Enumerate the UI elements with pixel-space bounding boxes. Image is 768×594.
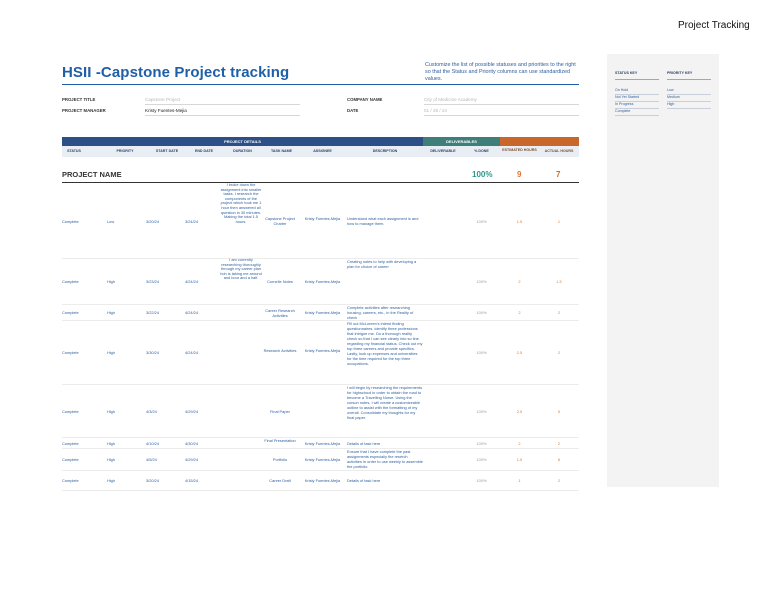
project-title-label: PROJECT TITLE [62, 97, 96, 102]
end-date-cell[interactable]: 4/24/24 [185, 350, 198, 355]
actual-hours-cell[interactable]: 2 [557, 350, 561, 355]
project-manager-value[interactable]: Kristy Fuentes-Mejia [145, 108, 187, 113]
estimated-hours-cell[interactable]: 2 [518, 279, 521, 284]
status-key-rule [615, 79, 659, 80]
row-divider [62, 320, 579, 321]
assignee-cell[interactable]: Kristy Fuentes-Mejia [304, 478, 341, 483]
column-header: DELIVERABLE [430, 149, 456, 153]
assignee-cell[interactable]: Kristy Fuentes-Mejia [304, 457, 341, 462]
side-panel [607, 54, 719, 487]
actual-hours-cell[interactable]: 8 [557, 457, 561, 462]
status-cell[interactable]: Complete [62, 218, 79, 224]
task-name-cell[interactable]: Career Draft [269, 478, 291, 483]
column-header-row [62, 146, 579, 157]
status-cell[interactable]: Complete [62, 408, 79, 414]
actual-hours-cell[interactable]: 2 [557, 478, 561, 483]
status-cell[interactable]: Complete [62, 310, 79, 315]
estimated-hours-cell[interactable]: 1.5 [516, 457, 523, 462]
column-header: ESTIMATED HOURS [502, 148, 537, 152]
percent-done-cell[interactable]: 100% [476, 478, 487, 483]
task-name-cell[interactable]: Research Activities [263, 347, 297, 353]
description-cell[interactable]: Complete activities after researching housing, careers, etc., in the Reality of check [347, 305, 414, 320]
sheet-title: HSII -Capstone Project tracking [62, 64, 290, 81]
column-header: TASK NAME [270, 149, 293, 153]
column-header: % DONE [474, 149, 489, 153]
company-name-underline [424, 104, 579, 105]
actual-hours-cell[interactable]: 1 [557, 218, 561, 224]
project-details-band: PROJECT DETAILS [62, 137, 423, 146]
task-name-cell[interactable]: Portfolio [272, 457, 288, 462]
assignee-cell[interactable]: Kristy Fuentes-Mejia [304, 310, 341, 315]
actual-hours-cell[interactable]: 2 [557, 440, 561, 446]
end-date-cell[interactable]: 4/30/24 [185, 440, 198, 446]
start-date-cell[interactable]: 4/5/24 [146, 457, 157, 462]
assignee-cell[interactable]: Kristy Fuentes-Mejia [304, 440, 341, 446]
help-text: Customize the list of possible statuses and priorities to the right so that the Status and Priority columns can use standardized values. [425, 62, 576, 82]
status-key-label: STATUS KEY [615, 71, 638, 75]
percent-done-cell[interactable]: 100% [476, 440, 487, 446]
percent-done-cell[interactable]: 100% [476, 310, 487, 315]
end-date-cell[interactable]: 4/29/24 [185, 408, 198, 414]
estimated-hours-cell[interactable]: 1 [518, 478, 521, 483]
start-date-cell[interactable]: 3/23/24 [146, 279, 159, 284]
row-divider [62, 384, 579, 385]
column-header: START DATE [155, 149, 179, 153]
date-label: DATE [347, 108, 359, 113]
side-key-item[interactable]: High [667, 102, 675, 106]
hours-band [500, 137, 579, 146]
assignee-cell[interactable]: Kristy Fuentes-Mejia [304, 216, 341, 221]
duration-cell[interactable]: I am currently researching thoroughly through my career plan hoh is taking me around and hour and a half. [220, 257, 262, 281]
column-header: DESCRIPTION [372, 149, 398, 153]
estimated-hours-cell[interactable]: 1.5 [516, 218, 523, 224]
side-key-rule [667, 108, 711, 109]
priority-cell[interactable]: Low [107, 218, 115, 224]
task-name-cell[interactable]: Final Presentation [264, 438, 296, 443]
status-cell[interactable]: Complete [62, 440, 79, 446]
description-cell[interactable]: Details of task here [347, 478, 381, 483]
actual-hours-cell[interactable]: 2 [557, 310, 561, 315]
priority-cell[interactable]: High [107, 408, 116, 414]
date-underline [424, 115, 579, 116]
side-key-item[interactable]: Not Yet Started [615, 95, 640, 99]
estimated-hours-cell[interactable]: 2 [518, 440, 521, 446]
percent-done-cell[interactable]: 100% [476, 218, 487, 224]
priority-cell[interactable]: High [107, 457, 116, 462]
project-percent-done: 100% [472, 170, 493, 179]
actual-hours-cell[interactable]: 5 [557, 408, 561, 414]
percent-done-cell[interactable]: 100% [476, 457, 487, 462]
project-manager-underline [145, 115, 300, 116]
title-rule [62, 84, 579, 85]
column-header: ASSIGNEE [313, 149, 332, 153]
column-header: STATUS [67, 149, 81, 153]
estimated-hours-cell[interactable]: 2.5 [516, 408, 523, 414]
project-title-underline [145, 104, 300, 105]
row-divider [62, 490, 579, 491]
task-name-cell[interactable]: Final Paper [270, 408, 290, 414]
percent-done-cell[interactable]: 100% [476, 408, 487, 414]
row-divider [62, 304, 579, 305]
company-name-label: COMPANY NAME [347, 97, 383, 102]
status-cell[interactable]: Complete [62, 279, 79, 284]
description-cell[interactable]: I will begin by researching the requirements for highschool in order to obtain the road to become a Travelling Nurse. Using the curson notes, I will create a customizeable outline to assist with the formatting of my overall. Consolidate my thoughts for my final paper. [347, 385, 423, 420]
start-date-cell[interactable]: 3/20/24 [146, 478, 159, 483]
project-name-label: PROJECT NAME [62, 170, 122, 179]
side-key-item[interactable]: On Hold [615, 88, 629, 92]
description-cell[interactable]: Creating notes to help with developing a plan for choice of career [347, 259, 417, 269]
duration-cell[interactable]: I broke down the assignment into smaller tasks. I research the components of the project which took me 1 hour then answered all question in 30 minutes. Making the total 1.5 hours. [220, 182, 262, 224]
row-divider [62, 448, 579, 449]
description-cell[interactable]: Understand what each assignment is and how to manage them. [347, 216, 419, 226]
priority-key-rule [667, 79, 711, 80]
side-key-item[interactable]: Medium [667, 95, 680, 99]
end-date-cell[interactable]: 4/29/24 [185, 457, 198, 462]
side-key-item[interactable]: Complete [615, 109, 631, 113]
priority-cell[interactable]: High [107, 440, 116, 446]
column-header: PRIORITY [116, 149, 134, 153]
priority-key-label: PRIORITY KEY [667, 71, 693, 75]
description-cell[interactable]: Details of task here [347, 440, 381, 446]
side-key-rule [615, 115, 659, 116]
project-estimated-hours: 9 [517, 170, 522, 179]
project-title-value[interactable]: Capstone Project [145, 97, 181, 102]
project-manager-label: PROJECT MANAGER [62, 108, 106, 113]
side-key-item[interactable]: Low [667, 88, 674, 92]
row-divider [62, 470, 579, 471]
task-name-cell[interactable]: Capstone Project Charter [265, 216, 295, 226]
status-cell[interactable]: Complete [62, 457, 79, 462]
task-name-cell[interactable]: Cornelle Notes [267, 279, 293, 284]
column-header: END DATE [194, 149, 214, 153]
description-cell[interactable]: Fill out McLureen's interst finding questionnaires. identify three professions that intrigue me. Do a thorough reality check so that I can see clearly into so line regarding my financial status. Check out my top three careers and provide specifics. Lastly, look up expenses and universities for the time required for the top three occupations. [347, 321, 423, 366]
priority-cell[interactable]: High [107, 310, 116, 315]
end-date-cell[interactable]: 4/24/24 [185, 310, 198, 315]
document-title: Project Tracking [678, 20, 750, 31]
start-date-cell[interactable]: 4/3/24 [146, 408, 157, 414]
start-date-cell[interactable]: 4/10/24 [146, 440, 159, 446]
column-header: DURATION [233, 149, 252, 153]
column-header: ACTUAL HOURS [544, 149, 574, 153]
row-divider [62, 258, 579, 259]
start-date-cell[interactable]: 3/22/24 [146, 310, 159, 315]
priority-cell[interactable]: High [107, 279, 116, 284]
project-actual-hours: 7 [556, 170, 561, 179]
description-cell[interactable]: Ensure that I have complete the past assignments especially the reserch activities in order to use weekly to assemble the portfolio. [347, 449, 423, 469]
row-divider [62, 437, 579, 438]
percent-done-cell[interactable]: 100% [476, 279, 487, 284]
end-date-cell[interactable]: 4/24/24 [185, 279, 198, 284]
side-key-item[interactable]: In Progress [615, 102, 634, 106]
date-value[interactable]: 01 / 28 / 24 [424, 108, 447, 113]
assignee-cell[interactable]: Kristy Fuentes-Mejia [304, 347, 341, 353]
start-date-cell[interactable]: 3/20/24 [146, 218, 159, 224]
start-date-cell[interactable]: 3/30/24 [146, 350, 159, 355]
task-name-cell[interactable]: Career Research Activities [265, 307, 295, 318]
priority-cell[interactable]: High [107, 478, 116, 483]
end-date-cell[interactable]: 4/15/24 [185, 478, 198, 483]
status-cell[interactable]: Complete [62, 350, 79, 355]
deliverables-band: DELIVERABLES [423, 137, 500, 146]
project-row-rule [62, 182, 579, 183]
status-cell[interactable]: Complete [62, 478, 79, 483]
percent-done-cell[interactable]: 100% [476, 350, 487, 355]
priority-cell[interactable]: High [107, 350, 116, 355]
end-date-cell[interactable]: 3/24/24 [185, 218, 198, 224]
assignee-cell[interactable]: Kristy Fuentes-Mejia [304, 279, 341, 284]
company-name-value[interactable]: City of Medicine Academy [424, 97, 477, 102]
actual-hours-cell[interactable]: 1.5 [556, 279, 562, 284]
estimated-hours-cell[interactable]: 2.5 [516, 350, 523, 355]
estimated-hours-cell[interactable]: 2 [518, 310, 521, 315]
